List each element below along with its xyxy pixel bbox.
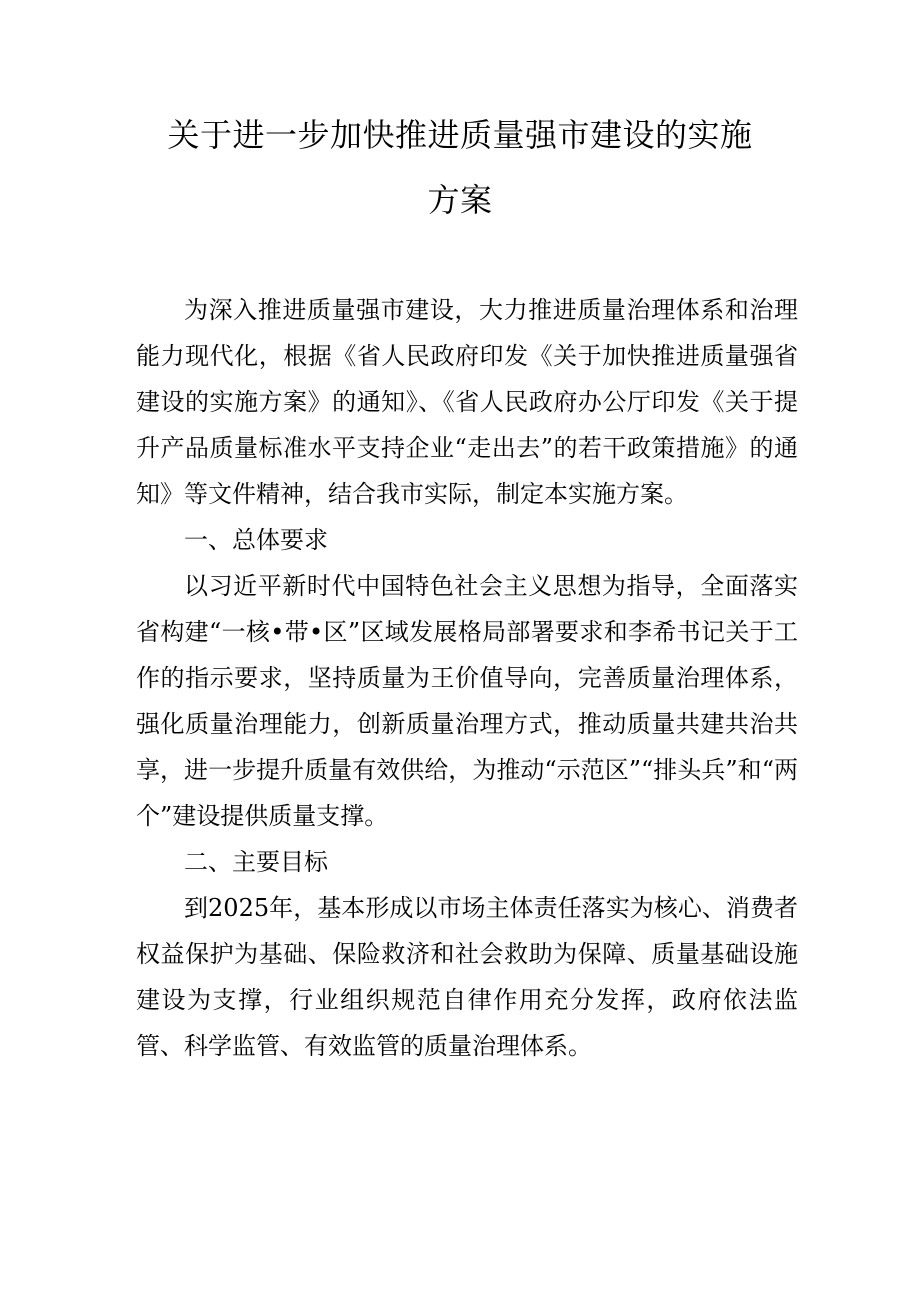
document-title-line-1: 关于进一步加快推进质量强市建设的实施 [167, 116, 753, 154]
main-goals-paragraph: 到2025年，基本形成以市场主体责任落实为核心、消费者权益保护为基础、保险救济和社会救助为保障、质量基础设施建设为支撑，行业组织规范自律作用充分发挥，政府依法监管、科学监管、有效监管的质量治理体系。 [136, 894, 798, 1060]
section-heading-general-requirements: 一、总体要求 [184, 526, 328, 554]
section-heading-main-goals: 二、主要目标 [184, 848, 328, 876]
intro-paragraph: 为深入推进质量强市建设，大力推进质量治理体系和治理能力现代化，根据《省人民政府印发《关于加快推进质量强省建设的实施方案》的通知》、《省人民政府办公厅印发《关于提升产品质量标准水平支持企业“走出去”的若干政策措施》的通知》等文件精神，结合我市实际，制定本实施方案。 [136, 296, 798, 508]
document-body [136, 287, 798, 1069]
document-title-line-2: 方案 [427, 181, 493, 219]
general-requirements-paragraph: 以习近平新时代中国特色社会主义思想为指导，全面落实省构建“一核•带•区”区域发展格局部署要求和李希书记关于工作的指示要求，坚持质量为王价值导向，完善质量治理体系，强化质量治理能力，创新质量治理方式，推动质量共建共治共享，进一步提升质量有效供给，为推动“示范区”“排头兵”和“两个”建设提供质量支撑。 [136, 572, 798, 830]
